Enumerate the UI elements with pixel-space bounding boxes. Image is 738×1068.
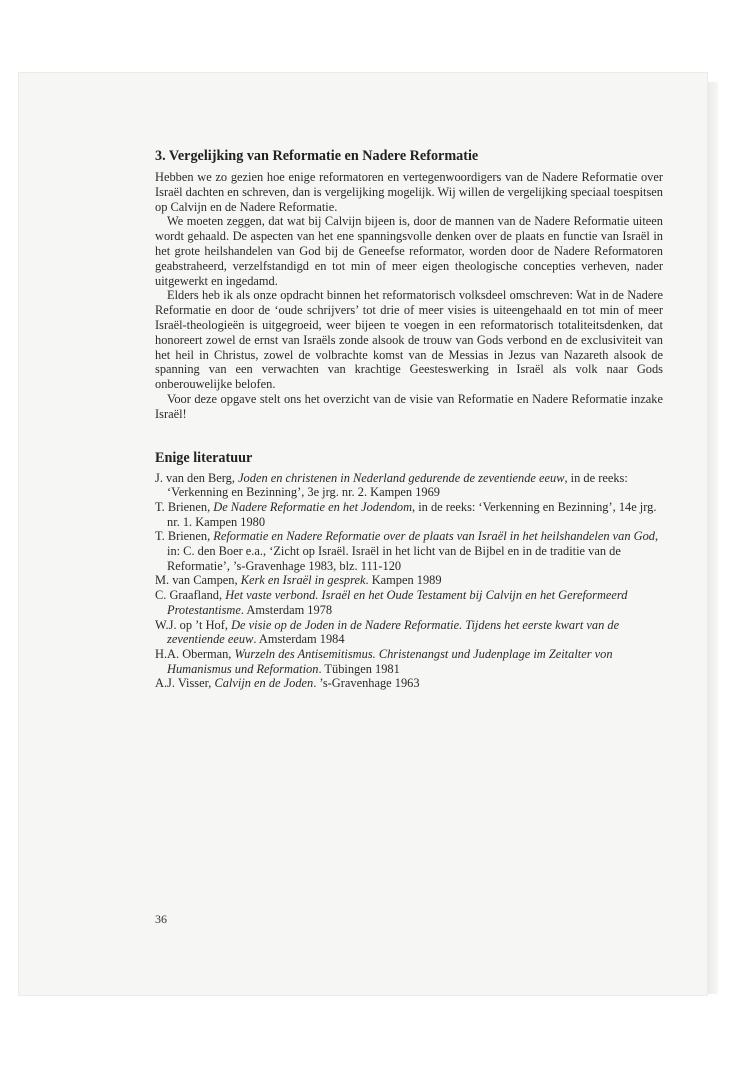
page-content [155,146,663,691]
ref-details: . ’s-Gravenhage 1963 [313,676,420,691]
ref-author: T. Brienen, [155,529,214,544]
paragraph: Elders heb ik als onze opdracht binnen het reformatorisch volksdeel omschreven: Wat in de Nadere Reformatie en door de ‘oude schrijvers’ tot drie of meer visies is uiteengehaald en tot min of meer Israël-theologieën is uitgegroeid, weer bijeen te voegen in een reformatorisch totaliteitsdenken, dat honoreert zowel de ernst van Israëls zonde alsook de trouw van Gods verbond en de exclusiviteit van het heil in Christus, zowel de volbrachte komst van de Messias in Jezus van Nazareth alsook de spanning van een verwachten van krachtige Geesteswerking in Israël als volk naar Gods onberouwelijke belofen. [155,288,663,392]
reference-entry [155,618,663,647]
ref-author: T. Brienen, [155,499,214,514]
literature-title: Enige literatuur [155,449,253,466]
ref-title: Joden en christenen in Nederland gedurende de zeventiende eeuw [238,470,565,485]
reference-entry [155,529,663,573]
reference-list [155,471,663,692]
paragraph: Voor deze opgave stelt ons het overzicht van de visie van Reformatie en Nadere Reformatie inzake Israël! [155,391,663,421]
reference-entry [155,647,663,676]
paragraph: Hebben we zo gezien hoe enige reformatoren en vertegenwoordigers van de Nadere Reformatie over Israël dachten en schreven, dan is vergelijking mogelijk. Wij willen de vergelijking speciaal toespitsen op Calvijn en de Nadere Reformatie. [155,170,663,214]
ref-title: Calvijn en de Joden [214,676,314,691]
ref-author: W.J. op ’t Hof, [155,617,232,632]
ref-author: M. van Campen, [155,573,241,588]
ref-title: Wurzeln des Antisemitismus. Christenangst und Judenplage im Zeitalter von Humanismus und Reformation [167,646,613,676]
ref-title: De Nadere Reformatie en het Jodendom [213,499,413,514]
ref-details: . Tübingen 1981 [318,661,400,676]
ref-details: , in: C. den Boer e.a., ‘Zicht op Israël. Israël in het licht van de Bijbel en in de traditie van de Reformatie’, ’s-Gravenhage 1983, blz. 111-120 [167,529,659,573]
ref-title: Kerk en Israël in gesprek [240,573,366,588]
section-title: 3. Vergelijking van Reformatie en Nadere Reformatie [155,148,479,164]
ref-author: H.A. Oberman, [155,646,235,661]
reference-entry [155,500,663,529]
ref-details: , in de reeks: ‘Verkenning en Bezinning’, 14e jrg. nr. 1. Kampen 1980 [167,499,657,529]
reference-entry [155,573,663,588]
reference-entry [155,588,663,617]
ref-details: . Amsterdam 1984 [253,632,345,647]
page-number: 36 [155,912,167,926]
ref-title: Het vaste verbond. Israël en het Oude Testament bij Calvijn en het Gereformeerd Protestantisme [167,588,628,617]
ref-title: Reformatie en Nadere Reformatie over de plaats van Israël in het heilshandelen van God [213,529,655,544]
ref-author: C. Graafland, [155,588,226,603]
reference-entry [155,471,663,500]
ref-author: J. van den Berg, [155,470,239,485]
ref-title: De visie op de Joden in de Nadere Reformatie. Tijdens het eerste kwart van de zeventiende eeuw [167,617,620,647]
ref-author: A.J. Visser, [155,676,215,691]
ref-details: . Kampen 1989 [365,573,442,588]
reference-entry [155,676,663,691]
ref-details: , in de reeks: ‘Verkenning en Bezinning’, 3e jrg. nr. 2. Kampen 1969 [167,470,628,500]
paragraph: We moeten zeggen, dat wat bij Calvijn bijeen is, door de mannen van de Nadere Reformatie uiteen wordt gehaald. De aspecten van het ene spanningsvolle denken over de plaats en functie van Israël in het grote heilshandelen van God bij de Geneefse reformator, worden door de Nadere Reformatoren geabstraheerd, verzelfstandigd en tot min of meer eigen theologische concepties verheven, nader uitgewerkt en ingedamd. [155,214,663,288]
page-edge [708,82,718,994]
ref-details: . Amsterdam 1978 [240,602,333,617]
